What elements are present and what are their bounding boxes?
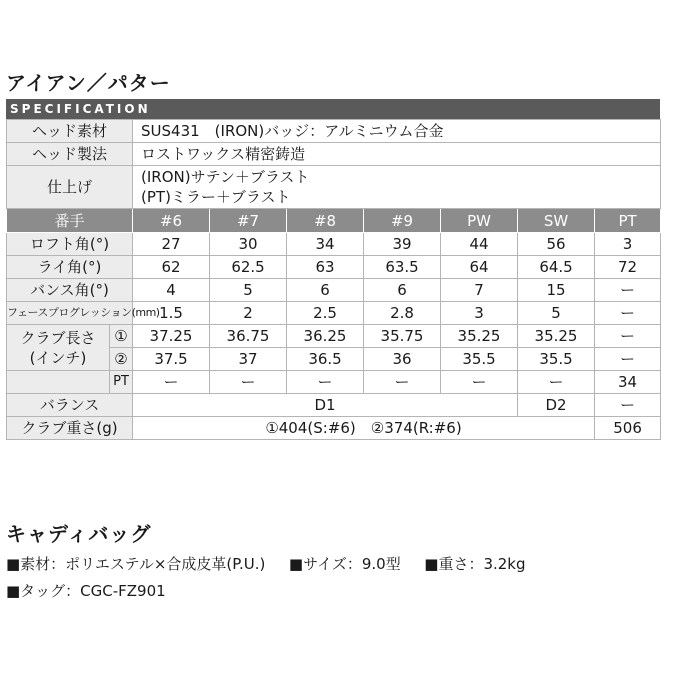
col-header: #7 — [210, 209, 287, 233]
cell: 64 — [441, 256, 518, 279]
cell: 39 — [364, 233, 441, 256]
cell: 63 — [287, 256, 364, 279]
value-balance-iron: D1 — [133, 394, 518, 417]
cell: 36.75 — [210, 325, 287, 348]
row-finish — [7, 166, 661, 209]
cell: ー — [518, 371, 595, 394]
row-head-method — [7, 143, 661, 166]
label-club-number: 番手 — [7, 209, 133, 233]
cell: 64.5 — [518, 256, 595, 279]
sub-label-1: ① — [110, 325, 133, 348]
row-balance — [7, 394, 661, 417]
cell: ー — [133, 371, 210, 394]
club-length-label-line2: (インチ) — [29, 348, 87, 367]
cell: 2.5 — [287, 302, 364, 325]
cell: 3 — [441, 302, 518, 325]
spec-header-bar: SPECIFICATION — [6, 99, 660, 119]
value-weight-iron: ①404(S:#6) ②374(R:#6) — [133, 417, 595, 440]
cell: 7 — [441, 279, 518, 302]
cell: 34 — [595, 371, 661, 394]
cell: 37.5 — [133, 348, 210, 371]
cell: 56 — [518, 233, 595, 256]
value-weight-pt: 506 — [595, 417, 661, 440]
sub-label-pt: PT — [110, 371, 133, 394]
club-length-label-line1: クラブ長さ — [20, 328, 96, 347]
cell: 36.5 — [287, 348, 364, 371]
section-title-caddie-bag: キャディバッグ — [6, 522, 152, 546]
label-face-progression: フェースプログレッション(mm) — [7, 302, 133, 325]
row-lie — [7, 256, 661, 279]
cell: 35.25 — [518, 325, 595, 348]
cell: 36 — [364, 348, 441, 371]
cell: ー — [287, 371, 364, 394]
row-club-numbers — [7, 209, 661, 233]
label-loft: ロフト角(°) — [7, 233, 133, 256]
row-club-length-1 — [7, 325, 661, 348]
col-header: SW — [518, 209, 595, 233]
col-header: PT — [595, 209, 661, 233]
value-balance-sw: D2 — [518, 394, 595, 417]
col-header: #6 — [133, 209, 210, 233]
caddie-bag-info-line1 — [6, 553, 526, 574]
cell: ー — [595, 348, 661, 371]
finish-line-iron: (IRON)サテン＋ブラスト — [141, 168, 310, 186]
cell: 6 — [364, 279, 441, 302]
value-finish — [133, 166, 661, 209]
cell: 35.5 — [441, 348, 518, 371]
cell: 2 — [210, 302, 287, 325]
label-club-length-blank — [7, 371, 110, 394]
cell: 4 — [133, 279, 210, 302]
cell: 5 — [518, 302, 595, 325]
cell: 37.25 — [133, 325, 210, 348]
row-face-progression — [7, 302, 661, 325]
label-club-length — [7, 325, 110, 371]
cell: 1.5 — [133, 302, 210, 325]
label-head-method: ヘッド製法 — [7, 143, 133, 166]
cell: ー — [595, 325, 661, 348]
caddie-bag-material: ■素材：ポリエステル×合成皮革(P.U.) — [6, 555, 266, 573]
value-head-material: SUS431 (IRON)バッジ：アルミニウム合金 — [133, 120, 661, 143]
label-balance: バランス — [7, 394, 133, 417]
label-finish: 仕上げ — [7, 166, 133, 209]
caddie-bag-size: ■サイズ：9.0型 — [288, 555, 401, 573]
cell: 27 — [133, 233, 210, 256]
value-head-method: ロストワックス精密鋳造 — [133, 143, 661, 166]
caddie-bag-weight: ■重さ：3.2kg — [424, 555, 526, 573]
cell: 34 — [287, 233, 364, 256]
spec-table — [6, 119, 661, 440]
row-weight — [7, 417, 661, 440]
cell: 62.5 — [210, 256, 287, 279]
cell: 15 — [518, 279, 595, 302]
cell: 63.5 — [364, 256, 441, 279]
row-loft — [7, 233, 661, 256]
cell: 5 — [210, 279, 287, 302]
cell: 36.25 — [287, 325, 364, 348]
cell: ー — [364, 371, 441, 394]
cell: 37 — [210, 348, 287, 371]
label-lie: ライ角(°) — [7, 256, 133, 279]
cell: 35.5 — [518, 348, 595, 371]
cell: 30 — [210, 233, 287, 256]
cell: 72 — [595, 256, 661, 279]
cell: 62 — [133, 256, 210, 279]
section-title-iron-putter: アイアン／パター — [6, 71, 171, 95]
label-head-material: ヘッド素材 — [7, 120, 133, 143]
col-header: #8 — [287, 209, 364, 233]
cell: ー — [595, 279, 661, 302]
cell: 44 — [441, 233, 518, 256]
caddie-bag-tag: ■タッグ：CGC-FZ901 — [6, 582, 166, 600]
cell: 6 — [287, 279, 364, 302]
col-header: PW — [441, 209, 518, 233]
cell: 35.25 — [441, 325, 518, 348]
cell: ー — [441, 371, 518, 394]
cell: ー — [210, 371, 287, 394]
row-club-length-pt — [7, 371, 661, 394]
finish-line-pt: (PT)ミラー＋ブラスト — [141, 188, 291, 206]
label-bounce: バンス角(°) — [7, 279, 133, 302]
value-balance-pt: ー — [595, 394, 661, 417]
row-bounce — [7, 279, 661, 302]
row-head-material — [7, 120, 661, 143]
cell: 35.75 — [364, 325, 441, 348]
cell: 2.8 — [364, 302, 441, 325]
label-weight: クラブ重さ(g) — [7, 417, 133, 440]
cell: ー — [595, 302, 661, 325]
col-header: #9 — [364, 209, 441, 233]
cell: 3 — [595, 233, 661, 256]
sub-label-2: ② — [110, 348, 133, 371]
